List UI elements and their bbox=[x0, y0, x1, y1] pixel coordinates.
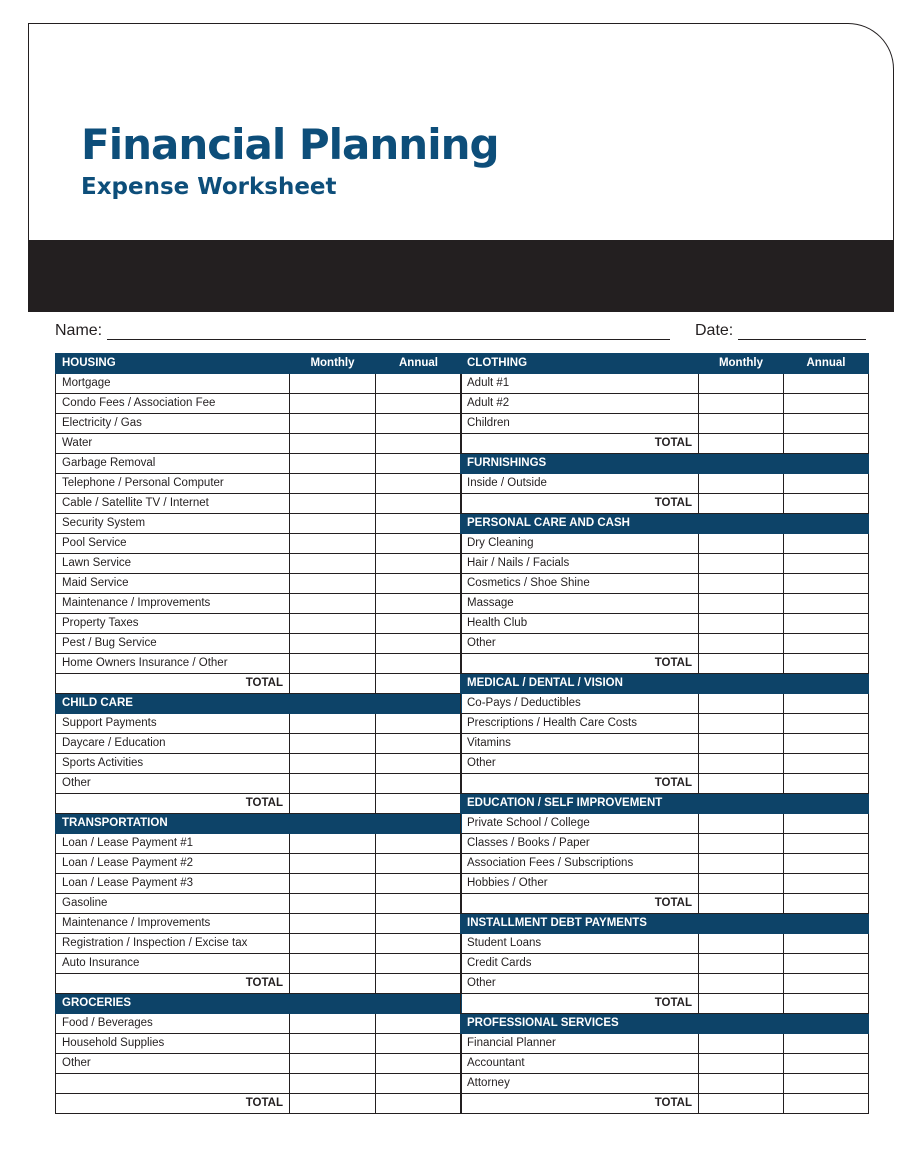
monthly-amount-field[interactable] bbox=[699, 714, 784, 734]
monthly-amount-field[interactable] bbox=[290, 754, 376, 774]
expense-row bbox=[461, 374, 869, 394]
monthly-amount-field[interactable] bbox=[290, 414, 376, 434]
expense-label: Other bbox=[461, 634, 699, 654]
expense-label: Registration / Inspection / Excise tax bbox=[56, 934, 290, 954]
annual-amount-field[interactable] bbox=[784, 954, 869, 974]
monthly-amount-field[interactable] bbox=[699, 874, 784, 894]
total-row bbox=[461, 894, 869, 914]
section-header-installment-debt-payments bbox=[461, 914, 869, 934]
document-subtitle: Expense Worksheet bbox=[81, 174, 337, 200]
annual-amount-field[interactable] bbox=[376, 514, 462, 534]
total-label: TOTAL bbox=[56, 674, 290, 694]
expense-row bbox=[461, 694, 869, 714]
expense-label: Dry Cleaning bbox=[461, 534, 699, 554]
annual-amount-field[interactable] bbox=[376, 914, 462, 934]
annual-total-field[interactable] bbox=[376, 794, 462, 814]
annual-amount-field[interactable] bbox=[376, 534, 462, 554]
monthly-amount-field[interactable] bbox=[290, 1034, 376, 1054]
expense-label: Other bbox=[56, 1054, 290, 1074]
expense-row bbox=[56, 634, 462, 654]
annual-amount-field[interactable] bbox=[784, 694, 869, 714]
expense-row bbox=[56, 414, 462, 434]
expense-row bbox=[461, 394, 869, 414]
expense-label: Auto Insurance bbox=[56, 954, 290, 974]
annual-amount-field[interactable] bbox=[376, 434, 462, 454]
monthly-amount-field[interactable] bbox=[699, 474, 784, 494]
monthly-amount-field[interactable] bbox=[699, 554, 784, 574]
expense-label: Household Supplies bbox=[56, 1034, 290, 1054]
monthly-total-field[interactable] bbox=[290, 674, 376, 694]
expense-row bbox=[56, 754, 462, 774]
monthly-column-header: Monthly bbox=[699, 354, 784, 374]
annual-amount-field[interactable] bbox=[784, 594, 869, 614]
expense-row bbox=[461, 1034, 869, 1054]
monthly-amount-field[interactable] bbox=[290, 734, 376, 754]
annual-total-field[interactable] bbox=[784, 1094, 869, 1114]
annual-amount-field[interactable] bbox=[376, 654, 462, 674]
annual-total-field[interactable] bbox=[784, 494, 869, 514]
monthly-total-field[interactable] bbox=[699, 894, 784, 914]
annual-amount-field[interactable] bbox=[784, 754, 869, 774]
section-header-groceries bbox=[56, 994, 462, 1014]
expense-label: Mortgage bbox=[56, 374, 290, 394]
expense-label: Lawn Service bbox=[56, 554, 290, 574]
annual-amount-field[interactable] bbox=[376, 894, 462, 914]
expense-label: Classes / Books / Paper bbox=[461, 834, 699, 854]
expense-label: Massage bbox=[461, 594, 699, 614]
expense-row bbox=[461, 814, 869, 834]
expense-label: Hair / Nails / Facials bbox=[461, 554, 699, 574]
expense-row bbox=[461, 874, 869, 894]
annual-total-field[interactable] bbox=[784, 994, 869, 1014]
monthly-amount-field[interactable] bbox=[290, 874, 376, 894]
annual-amount-field[interactable] bbox=[376, 874, 462, 894]
annual-column-header: Annual bbox=[376, 354, 462, 374]
monthly-amount-field[interactable] bbox=[699, 374, 784, 394]
total-row bbox=[461, 774, 869, 794]
expense-label: Adult #2 bbox=[461, 394, 699, 414]
annual-total-field[interactable] bbox=[784, 774, 869, 794]
expense-label: Home Owners Insurance / Other bbox=[56, 654, 290, 674]
expense-label: Student Loans bbox=[461, 934, 699, 954]
expense-label: Property Taxes bbox=[56, 614, 290, 634]
monthly-amount-field[interactable] bbox=[290, 894, 376, 914]
monthly-amount-field[interactable] bbox=[290, 1014, 376, 1034]
monthly-amount-field[interactable] bbox=[699, 814, 784, 834]
annual-total-field[interactable] bbox=[784, 654, 869, 674]
monthly-amount-field[interactable] bbox=[699, 634, 784, 654]
total-label: TOTAL bbox=[461, 434, 699, 454]
expense-row bbox=[56, 574, 462, 594]
expense-row bbox=[461, 754, 869, 774]
expense-row bbox=[56, 1014, 462, 1034]
name-field[interactable] bbox=[107, 339, 670, 340]
monthly-column-header: Monthly bbox=[290, 354, 376, 374]
expense-label: Other bbox=[461, 754, 699, 774]
monthly-amount-field[interactable] bbox=[699, 834, 784, 854]
monthly-amount-field[interactable] bbox=[290, 434, 376, 454]
expense-label: Hobbies / Other bbox=[461, 874, 699, 894]
expense-worksheet bbox=[55, 353, 868, 1146]
annual-amount-field[interactable] bbox=[784, 1034, 869, 1054]
expense-row bbox=[461, 934, 869, 954]
section-heading: FURNISHINGS bbox=[461, 454, 869, 474]
monthly-amount-field[interactable] bbox=[699, 534, 784, 554]
annual-amount-field[interactable] bbox=[376, 774, 462, 794]
monthly-total-field[interactable] bbox=[699, 494, 784, 514]
section-heading: MEDICAL / DENTAL / VISION bbox=[461, 674, 869, 694]
monthly-amount-field[interactable] bbox=[290, 654, 376, 674]
total-row bbox=[461, 434, 869, 454]
annual-amount-field[interactable] bbox=[784, 974, 869, 994]
monthly-amount-field[interactable] bbox=[290, 374, 376, 394]
monthly-amount-field[interactable] bbox=[290, 614, 376, 634]
total-label: TOTAL bbox=[461, 654, 699, 674]
annual-amount-field[interactable] bbox=[784, 734, 869, 754]
expense-row bbox=[56, 714, 462, 734]
annual-amount-field[interactable] bbox=[784, 574, 869, 594]
expense-row bbox=[56, 534, 462, 554]
monthly-amount-field[interactable] bbox=[290, 394, 376, 414]
expense-label: Children bbox=[461, 414, 699, 434]
monthly-total-field[interactable] bbox=[699, 994, 784, 1014]
total-label: TOTAL bbox=[56, 1093, 290, 1113]
total-label: TOTAL bbox=[56, 974, 290, 994]
expense-label: Condo Fees / Association Fee bbox=[56, 394, 290, 414]
expense-label: Adult #1 bbox=[461, 374, 699, 394]
annual-total-field[interactable] bbox=[784, 894, 869, 914]
expense-label: Inside / Outside bbox=[461, 474, 699, 494]
section-header-personal-care-and-cash bbox=[461, 514, 869, 534]
annual-amount-field[interactable] bbox=[784, 834, 869, 854]
total-row bbox=[56, 674, 462, 694]
section-heading: EDUCATION / SELF IMPROVEMENT bbox=[461, 794, 869, 814]
monthly-total-field[interactable] bbox=[290, 974, 376, 994]
expense-row bbox=[56, 494, 462, 514]
monthly-amount-field[interactable] bbox=[699, 734, 784, 754]
expense-row bbox=[461, 714, 869, 734]
monthly-amount-field[interactable] bbox=[699, 854, 784, 874]
expense-label bbox=[56, 1074, 290, 1094]
monthly-total-field[interactable] bbox=[290, 794, 376, 814]
left-expense-table bbox=[55, 353, 462, 1114]
expense-row bbox=[461, 974, 869, 994]
section-header-professional-services bbox=[461, 1014, 869, 1034]
expense-row bbox=[56, 774, 462, 794]
monthly-amount-field[interactable] bbox=[699, 414, 784, 434]
annual-total-field[interactable] bbox=[784, 434, 869, 454]
monthly-amount-field[interactable] bbox=[290, 834, 376, 854]
expense-row bbox=[461, 474, 869, 494]
expense-label: Accountant bbox=[461, 1054, 699, 1074]
annual-amount-field[interactable] bbox=[376, 934, 462, 954]
monthly-amount-field[interactable] bbox=[290, 854, 376, 874]
annual-amount-field[interactable] bbox=[784, 634, 869, 654]
total-row bbox=[56, 974, 462, 994]
total-label: TOTAL bbox=[461, 894, 699, 914]
total-row bbox=[461, 494, 869, 514]
monthly-amount-field[interactable] bbox=[699, 1074, 784, 1094]
annual-amount-field[interactable] bbox=[376, 1014, 462, 1034]
annual-amount-field[interactable] bbox=[784, 614, 869, 634]
monthly-amount-field[interactable] bbox=[699, 614, 784, 634]
annual-amount-field[interactable] bbox=[376, 374, 462, 394]
section-header-furnishings bbox=[461, 454, 869, 474]
expense-label: Maid Service bbox=[56, 574, 290, 594]
expense-row bbox=[56, 454, 462, 474]
expense-label: Credit Cards bbox=[461, 954, 699, 974]
section-heading: CLOTHING bbox=[461, 354, 699, 374]
expense-label: Vitamins bbox=[461, 734, 699, 754]
expense-row bbox=[56, 594, 462, 614]
annual-amount-field[interactable] bbox=[376, 734, 462, 754]
monthly-amount-field[interactable] bbox=[290, 574, 376, 594]
annual-amount-field[interactable] bbox=[376, 634, 462, 654]
expense-row bbox=[461, 614, 869, 634]
expense-label: Pool Service bbox=[56, 534, 290, 554]
name-label: Name: bbox=[55, 322, 103, 339]
section-header-medical-dental-vision bbox=[461, 674, 869, 694]
monthly-amount-field[interactable] bbox=[290, 514, 376, 534]
expense-label: Gasoline bbox=[56, 894, 290, 914]
monthly-amount-field[interactable] bbox=[290, 534, 376, 554]
expense-label: Health Club bbox=[461, 614, 699, 634]
annual-amount-field[interactable] bbox=[376, 954, 462, 974]
section-header-housing bbox=[56, 354, 462, 374]
expense-row bbox=[461, 554, 869, 574]
annual-amount-field[interactable] bbox=[376, 394, 462, 414]
expense-row bbox=[56, 874, 462, 894]
expense-row bbox=[56, 1074, 462, 1094]
section-heading: CHILD CARE bbox=[56, 694, 462, 714]
monthly-total-field[interactable] bbox=[699, 774, 784, 794]
expense-row bbox=[56, 514, 462, 534]
total-row bbox=[461, 654, 869, 674]
expense-row bbox=[56, 934, 462, 954]
expense-label: Sports Activities bbox=[56, 754, 290, 774]
monthly-amount-field[interactable] bbox=[699, 1054, 784, 1074]
expense-row bbox=[56, 954, 462, 974]
expense-label: Water bbox=[56, 434, 290, 454]
annual-amount-field[interactable] bbox=[784, 374, 869, 394]
annual-amount-field[interactable] bbox=[784, 534, 869, 554]
expense-row bbox=[461, 854, 869, 874]
annual-amount-field[interactable] bbox=[784, 1054, 869, 1074]
monthly-amount-field[interactable] bbox=[699, 694, 784, 714]
date-field[interactable] bbox=[738, 339, 866, 340]
monthly-amount-field[interactable] bbox=[290, 774, 376, 794]
annual-amount-field[interactable] bbox=[784, 814, 869, 834]
monthly-amount-field[interactable] bbox=[699, 574, 784, 594]
expense-label: Cable / Satellite TV / Internet bbox=[56, 494, 290, 514]
annual-amount-field[interactable] bbox=[376, 614, 462, 634]
monthly-amount-field[interactable] bbox=[290, 594, 376, 614]
section-header-child-care bbox=[56, 694, 462, 714]
expense-label: Association Fees / Subscriptions bbox=[461, 854, 699, 874]
expense-label: Financial Planner bbox=[461, 1034, 699, 1054]
expense-label: Other bbox=[56, 774, 290, 794]
section-heading: TRANSPORTATION bbox=[56, 814, 462, 834]
expense-row bbox=[56, 554, 462, 574]
expense-label: Private School / College bbox=[461, 814, 699, 834]
expense-label: Loan / Lease Payment #1 bbox=[56, 834, 290, 854]
expense-row bbox=[56, 734, 462, 754]
expense-row bbox=[56, 474, 462, 494]
annual-amount-field[interactable] bbox=[376, 454, 462, 474]
expense-row bbox=[461, 834, 869, 854]
monthly-amount-field[interactable] bbox=[699, 754, 784, 774]
annual-amount-field[interactable] bbox=[376, 1034, 462, 1054]
section-header-clothing bbox=[461, 354, 869, 374]
annual-amount-field[interactable] bbox=[784, 714, 869, 734]
annual-column-header: Annual bbox=[784, 354, 869, 374]
expense-row bbox=[56, 1034, 462, 1054]
annual-amount-field[interactable] bbox=[784, 414, 869, 434]
expense-label: Loan / Lease Payment #3 bbox=[56, 874, 290, 894]
expense-row bbox=[461, 414, 869, 434]
monthly-amount-field[interactable] bbox=[290, 634, 376, 654]
expense-row bbox=[56, 914, 462, 934]
expense-row bbox=[56, 394, 462, 414]
expense-label: Prescriptions / Health Care Costs bbox=[461, 714, 699, 734]
annual-amount-field[interactable] bbox=[376, 494, 462, 514]
annual-amount-field[interactable] bbox=[376, 414, 462, 434]
expense-label: Other bbox=[461, 974, 699, 994]
annual-amount-field[interactable] bbox=[784, 874, 869, 894]
expense-row bbox=[461, 594, 869, 614]
annual-amount-field[interactable] bbox=[376, 854, 462, 874]
expense-row bbox=[56, 614, 462, 634]
expense-label: Attorney bbox=[461, 1074, 699, 1094]
annual-amount-field[interactable] bbox=[784, 554, 869, 574]
monthly-amount-field[interactable] bbox=[699, 934, 784, 954]
expense-row bbox=[461, 534, 869, 554]
total-label: TOTAL bbox=[461, 1094, 699, 1114]
expense-label: Pest / Bug Service bbox=[56, 634, 290, 654]
expense-label: Maintenance / Improvements bbox=[56, 594, 290, 614]
monthly-amount-field[interactable] bbox=[290, 714, 376, 734]
annual-amount-field[interactable] bbox=[784, 934, 869, 954]
monthly-amount-field[interactable] bbox=[699, 594, 784, 614]
total-label: TOTAL bbox=[461, 994, 699, 1014]
total-label: TOTAL bbox=[461, 494, 699, 514]
expense-label: Food / Beverages bbox=[56, 1014, 290, 1034]
annual-amount-field[interactable] bbox=[376, 754, 462, 774]
expense-row bbox=[56, 434, 462, 454]
annual-amount-field[interactable] bbox=[376, 474, 462, 494]
expense-row bbox=[56, 654, 462, 674]
section-header-transportation bbox=[56, 814, 462, 834]
expense-row bbox=[56, 834, 462, 854]
section-heading: GROCERIES bbox=[56, 994, 462, 1014]
expense-label: Daycare / Education bbox=[56, 734, 290, 754]
right-expense-table bbox=[460, 353, 869, 1114]
annual-amount-field[interactable] bbox=[376, 834, 462, 854]
monthly-amount-field[interactable] bbox=[290, 914, 376, 934]
section-heading: HOUSING bbox=[56, 354, 290, 374]
expense-label: Electricity / Gas bbox=[56, 414, 290, 434]
annual-amount-field[interactable] bbox=[376, 574, 462, 594]
annual-amount-field[interactable] bbox=[376, 714, 462, 734]
header-band bbox=[28, 240, 894, 312]
total-label: TOTAL bbox=[461, 774, 699, 794]
expense-row bbox=[461, 734, 869, 754]
monthly-amount-field[interactable] bbox=[699, 394, 784, 414]
monthly-total-field[interactable] bbox=[699, 434, 784, 454]
annual-total-field[interactable] bbox=[376, 1093, 462, 1113]
expense-row bbox=[461, 574, 869, 594]
monthly-amount-field[interactable] bbox=[290, 1074, 376, 1094]
annual-amount-field[interactable] bbox=[784, 474, 869, 494]
annual-amount-field[interactable] bbox=[784, 1074, 869, 1094]
monthly-amount-field[interactable] bbox=[290, 494, 376, 514]
expense-label: Maintenance / Improvements bbox=[56, 914, 290, 934]
annual-amount-field[interactable] bbox=[376, 554, 462, 574]
monthly-amount-field[interactable] bbox=[290, 474, 376, 494]
monthly-amount-field[interactable] bbox=[699, 974, 784, 994]
expense-label: Loan / Lease Payment #2 bbox=[56, 854, 290, 874]
monthly-amount-field[interactable] bbox=[290, 1054, 376, 1074]
total-row bbox=[461, 994, 869, 1014]
annual-total-field[interactable] bbox=[376, 974, 462, 994]
total-row bbox=[56, 794, 462, 814]
section-heading: INSTALLMENT DEBT PAYMENTS bbox=[461, 914, 869, 934]
monthly-total-field[interactable] bbox=[699, 1094, 784, 1114]
annual-amount-field[interactable] bbox=[784, 394, 869, 414]
expense-label: Telephone / Personal Computer bbox=[56, 474, 290, 494]
expense-row bbox=[461, 1074, 869, 1094]
annual-amount-field[interactable] bbox=[376, 594, 462, 614]
total-label: TOTAL bbox=[56, 794, 290, 814]
expense-label: Cosmetics / Shoe Shine bbox=[461, 574, 699, 594]
monthly-amount-field[interactable] bbox=[699, 1034, 784, 1054]
section-header-education-self-improvement bbox=[461, 794, 869, 814]
date-label: Date: bbox=[695, 322, 734, 339]
expense-row bbox=[461, 954, 869, 974]
annual-amount-field[interactable] bbox=[376, 1054, 462, 1074]
monthly-amount-field[interactable] bbox=[699, 954, 784, 974]
monthly-total-field[interactable] bbox=[290, 1093, 376, 1113]
expense-row bbox=[56, 1054, 462, 1074]
total-row bbox=[461, 1094, 869, 1114]
section-heading: PROFESSIONAL SERVICES bbox=[461, 1014, 869, 1034]
document-title: Financial Planning bbox=[81, 120, 499, 169]
expense-label: Co-Pays / Deductibles bbox=[461, 694, 699, 714]
expense-label: Garbage Removal bbox=[56, 454, 290, 474]
monthly-amount-field[interactable] bbox=[290, 554, 376, 574]
total-row bbox=[56, 1093, 462, 1113]
expense-row bbox=[461, 1054, 869, 1074]
expense-row bbox=[56, 854, 462, 874]
expense-label: Support Payments bbox=[56, 714, 290, 734]
monthly-amount-field[interactable] bbox=[290, 934, 376, 954]
expense-row bbox=[56, 894, 462, 914]
expense-label: Security System bbox=[56, 514, 290, 534]
annual-total-field[interactable] bbox=[376, 674, 462, 694]
monthly-amount-field[interactable] bbox=[290, 454, 376, 474]
section-heading: PERSONAL CARE AND CASH bbox=[461, 514, 869, 534]
annual-amount-field[interactable] bbox=[376, 1074, 462, 1094]
annual-amount-field[interactable] bbox=[784, 854, 869, 874]
expense-row bbox=[461, 634, 869, 654]
monthly-amount-field[interactable] bbox=[290, 954, 376, 974]
monthly-total-field[interactable] bbox=[699, 654, 784, 674]
expense-row bbox=[56, 374, 462, 394]
